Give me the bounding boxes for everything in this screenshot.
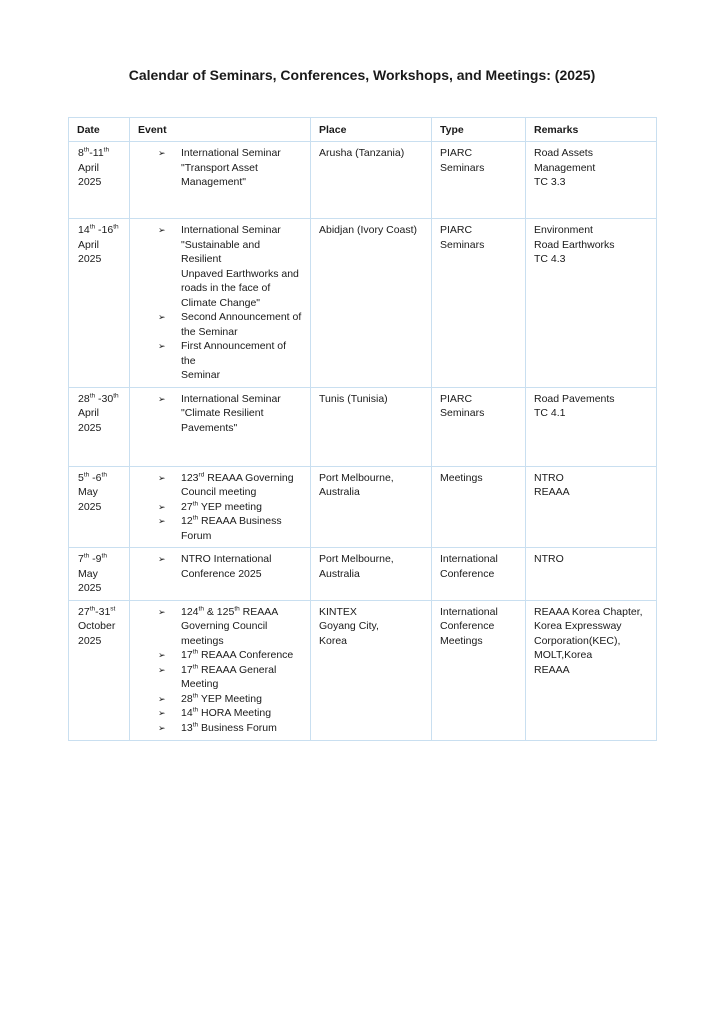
- ordinal-suffix: th: [192, 692, 199, 699]
- date-suffix: th: [89, 392, 96, 399]
- ordinal-suffix: th: [198, 605, 204, 612]
- event-cell: [130, 142, 311, 219]
- event-item: ➢ International Seminar "Climate Resilient Pavements": [158, 392, 281, 434]
- event-cell: [130, 387, 311, 466]
- bullet-arrow-icon: ➢: [158, 472, 166, 483]
- date-cell: [69, 387, 130, 466]
- event-item: ➢ 28th YEP Meeting: [158, 692, 262, 705]
- remarks-cell: Road Assets Management TC 3.3: [526, 142, 657, 219]
- date-year: 2025: [78, 634, 102, 647]
- remarks-cell: Environment Road Earthworks TC 4.3: [526, 219, 657, 388]
- date-cell: [69, 466, 130, 548]
- place-cell: Arusha (Tanzania): [311, 142, 432, 219]
- table-row: [69, 466, 657, 548]
- bullet-arrow-icon: ➢: [158, 225, 166, 235]
- date-cell: [69, 548, 130, 601]
- date-year: 2025: [78, 582, 102, 594]
- remarks-cell: Road Pavements TC 4.1: [526, 387, 657, 466]
- place-cell: Port Melbourne, Australia: [311, 466, 432, 548]
- event-item: ➢ International Seminar "Sustainable and Resilient Unpaved Earthworks and roads in the face of Climate Change": [158, 224, 299, 309]
- ordinal-suffix: th: [192, 706, 199, 714]
- type-cell: PIARC Seminars: [432, 387, 526, 466]
- event-item: ➢ First Announcement of the Seminar: [158, 340, 287, 381]
- place-cell: Abidjan (Ivory Coast): [311, 219, 432, 388]
- bullet-arrow-icon: ➢: [158, 722, 166, 733]
- bullet-arrow-icon: ➢: [158, 693, 166, 704]
- date-suffix: th: [83, 552, 90, 560]
- bullet-arrow-icon: ➢: [158, 516, 166, 526]
- event-item: ➢ 124th & 125th REAAA Governing Council meetings: [158, 605, 279, 647]
- header-row: [69, 118, 657, 142]
- header-place: Place: [311, 118, 432, 142]
- event-list: [138, 146, 302, 190]
- date-suffix: th: [89, 223, 96, 231]
- date-month: May: [78, 486, 98, 498]
- event-item: ➢ Second Announcement of the Seminar: [158, 311, 302, 338]
- bullet-arrow-icon: ➢: [158, 708, 166, 718]
- event-cell: [130, 466, 311, 548]
- date-suffix: th: [83, 146, 90, 154]
- date-suffix: th: [101, 471, 107, 478]
- bullet-arrow-icon: ➢: [158, 554, 166, 564]
- ordinal-suffix: th: [234, 605, 240, 612]
- ordinal-suffix: th: [192, 514, 199, 522]
- date-suffix: st: [110, 605, 116, 612]
- event-item: ➢ NTRO International Conference 2025: [158, 553, 272, 580]
- remarks-cell: NTRO REAAA: [526, 466, 657, 548]
- table-row: [69, 387, 657, 466]
- type-cell: PIARC Seminars: [432, 219, 526, 388]
- date-year: 2025: [78, 500, 102, 513]
- event-list: [138, 605, 302, 736]
- date-month: October: [78, 620, 116, 632]
- place-cell: Port Melbourne, Australia: [311, 548, 432, 601]
- date-suffix: th: [89, 605, 96, 612]
- event-item: ➢ 17th REAAA General Meeting: [158, 663, 277, 690]
- ordinal-suffix: th: [192, 648, 199, 656]
- event-item: ➢ 14th HORA Meeting: [158, 706, 272, 719]
- bullet-arrow-icon: ➢: [158, 312, 166, 322]
- ordinal-suffix: th: [192, 500, 199, 507]
- bullet-arrow-icon: ➢: [158, 501, 166, 512]
- date-year: 2025: [78, 176, 102, 188]
- date-suffix: th: [83, 471, 90, 478]
- remarks-cell: NTRO: [526, 548, 657, 601]
- place-cell: KINTEX Goyang City, Korea: [311, 600, 432, 740]
- date-suffix: th: [113, 392, 119, 399]
- bullet-arrow-icon: ➢: [158, 664, 166, 675]
- type-cell: International Conference: [432, 548, 526, 601]
- date-suffix: th: [103, 146, 110, 154]
- type-cell: Meetings: [432, 466, 526, 548]
- date-range: 14th -16th: [78, 223, 119, 236]
- ordinal-suffix: th: [192, 721, 199, 728]
- date-range: 27th-31st: [78, 605, 116, 618]
- event-list: [138, 392, 302, 436]
- event-item: ➢ 123rd REAAA Governing Council meeting: [158, 471, 294, 498]
- header-event: Event: [130, 118, 311, 142]
- date-month: April: [78, 238, 100, 251]
- event-list: [138, 471, 302, 544]
- date-month: April: [78, 407, 100, 419]
- table-row: [69, 219, 657, 388]
- date-range: 8th-11th: [78, 146, 110, 159]
- event-cell: [130, 219, 311, 388]
- page-title: Calendar of Seminars, Conferences, Workshops, and Meetings: (2025): [128, 67, 596, 83]
- event-item: ➢ 13th Business Forum: [158, 721, 277, 734]
- date-cell: [69, 600, 130, 740]
- calendar-table: [68, 117, 657, 741]
- bullet-arrow-icon: ➢: [158, 650, 166, 660]
- date-cell: [69, 219, 130, 388]
- table-row: [69, 142, 657, 219]
- ordinal-suffix: rd: [198, 471, 205, 478]
- header-date: Date: [69, 118, 130, 142]
- event-list: [138, 552, 302, 581]
- date-year: 2025: [78, 421, 102, 434]
- header-type: Type: [432, 118, 526, 142]
- bullet-arrow-icon: ➢: [158, 606, 166, 617]
- calendar-body: [69, 142, 657, 741]
- date-range: 5th -6th: [78, 471, 107, 484]
- ordinal-suffix: th: [192, 663, 199, 670]
- header-remarks: Remarks: [526, 118, 657, 142]
- event-item: ➢ 27th YEP meeting: [158, 500, 262, 513]
- date-suffix: th: [101, 552, 107, 560]
- date-suffix: th: [113, 223, 119, 231]
- date-month: April: [78, 161, 100, 174]
- date-cell: [69, 142, 130, 219]
- event-item: ➢ 17th REAAA Conference: [158, 648, 294, 661]
- table-row: [69, 548, 657, 601]
- place-cell: Tunis (Tunisia): [311, 387, 432, 466]
- bullet-arrow-icon: ➢: [158, 393, 166, 404]
- event-item: ➢ 12th REAAA Business Forum: [158, 514, 282, 542]
- event-cell: [130, 548, 311, 601]
- date-range: 7th -9th: [78, 552, 107, 565]
- table-row: [69, 600, 657, 740]
- date-year: 2025: [78, 253, 102, 265]
- bullet-arrow-icon: ➢: [158, 148, 166, 158]
- event-item: ➢ International Seminar "Transport Asset Management": [158, 147, 281, 188]
- bullet-arrow-icon: ➢: [158, 341, 166, 351]
- event-cell: [130, 600, 311, 740]
- event-list: [138, 223, 302, 383]
- type-cell: PIARC Seminars: [432, 142, 526, 219]
- date-month: May: [78, 567, 98, 580]
- date-range: 28th -30th: [78, 392, 119, 405]
- remarks-cell: REAAA Korea Chapter, Korea Expressway Corporation(KEC), MOLT,Korea REAAA: [526, 600, 657, 740]
- type-cell: International Conference Meetings: [432, 600, 526, 740]
